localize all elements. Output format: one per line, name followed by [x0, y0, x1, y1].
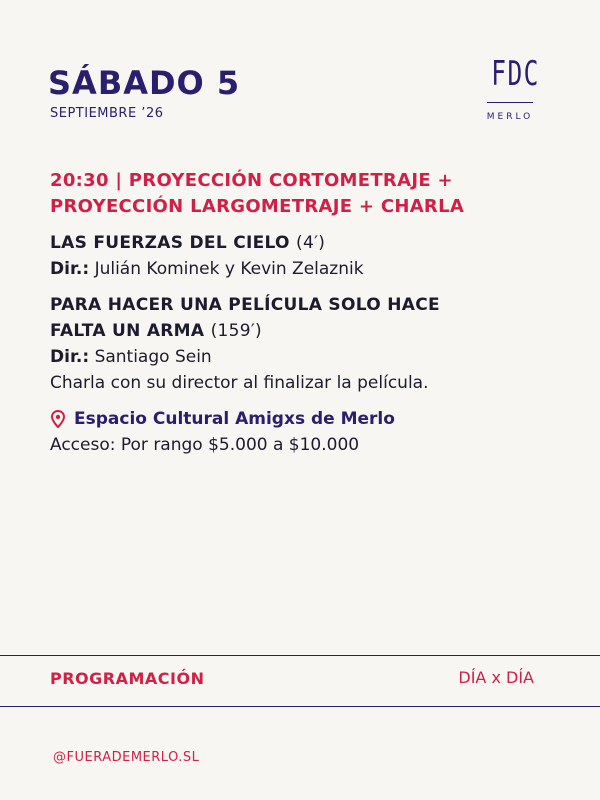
access-info	[50, 432, 570, 458]
social-handle: @FUERADEMERLO.SL	[53, 750, 200, 765]
logo-divider	[487, 102, 533, 103]
film-title-text: FALTA UN ARMA	[50, 321, 205, 341]
access-value: Por rango $5.000 a $10.000	[120, 435, 360, 455]
logo-subtitle: MERLO	[486, 112, 534, 122]
location-pin-icon	[50, 410, 66, 428]
logo-letters: FDC	[491, 54, 540, 94]
event-heading-line-1: 20:30 | PROYECCIÓN CORTOMETRAJE +	[50, 170, 453, 191]
director-name: Julián Kominek y Kevin Zelaznik	[94, 259, 364, 279]
film-director	[50, 344, 570, 370]
access-label: Acceso:	[50, 435, 116, 455]
tagline: DÍA x DÍA	[458, 668, 534, 687]
film-short	[50, 230, 570, 282]
film-title	[50, 292, 570, 344]
film-duration: (159′)	[210, 321, 262, 341]
film-title-line-1: PARA HACER UNA PELÍCULA SOLO HACE	[50, 295, 440, 315]
event-heading-line-2: PROYECCIÓN LARGOMETRAJE + CHARLA	[50, 196, 465, 217]
film-director	[50, 256, 570, 282]
film-duration: (4′)	[296, 233, 326, 253]
day-title: SÁBADO 5	[48, 64, 241, 102]
film-title-text: LAS FUERZAS DEL CIELO	[50, 233, 290, 253]
director-label: Dir.:	[50, 347, 90, 367]
film-note: Charla con su director al finalizar la película.	[50, 373, 429, 393]
film-title-line-2	[50, 318, 570, 344]
event-heading	[50, 168, 570, 220]
venue	[50, 406, 570, 432]
director-label: Dir.:	[50, 259, 90, 279]
event-content	[50, 168, 570, 458]
month-label: SEPTIEMBRE ’26	[50, 106, 164, 121]
footer-bottom-divider	[0, 706, 600, 707]
film-title	[50, 230, 570, 256]
fdc-merlo-logo	[484, 54, 540, 130]
section-label: PROGRAMACIÓN	[50, 669, 205, 688]
footer-top-divider	[0, 655, 600, 656]
film-feature	[50, 292, 570, 396]
venue-name: Espacio Cultural Amigxs de Merlo	[74, 409, 395, 429]
director-name: Santiago Sein	[94, 347, 212, 367]
